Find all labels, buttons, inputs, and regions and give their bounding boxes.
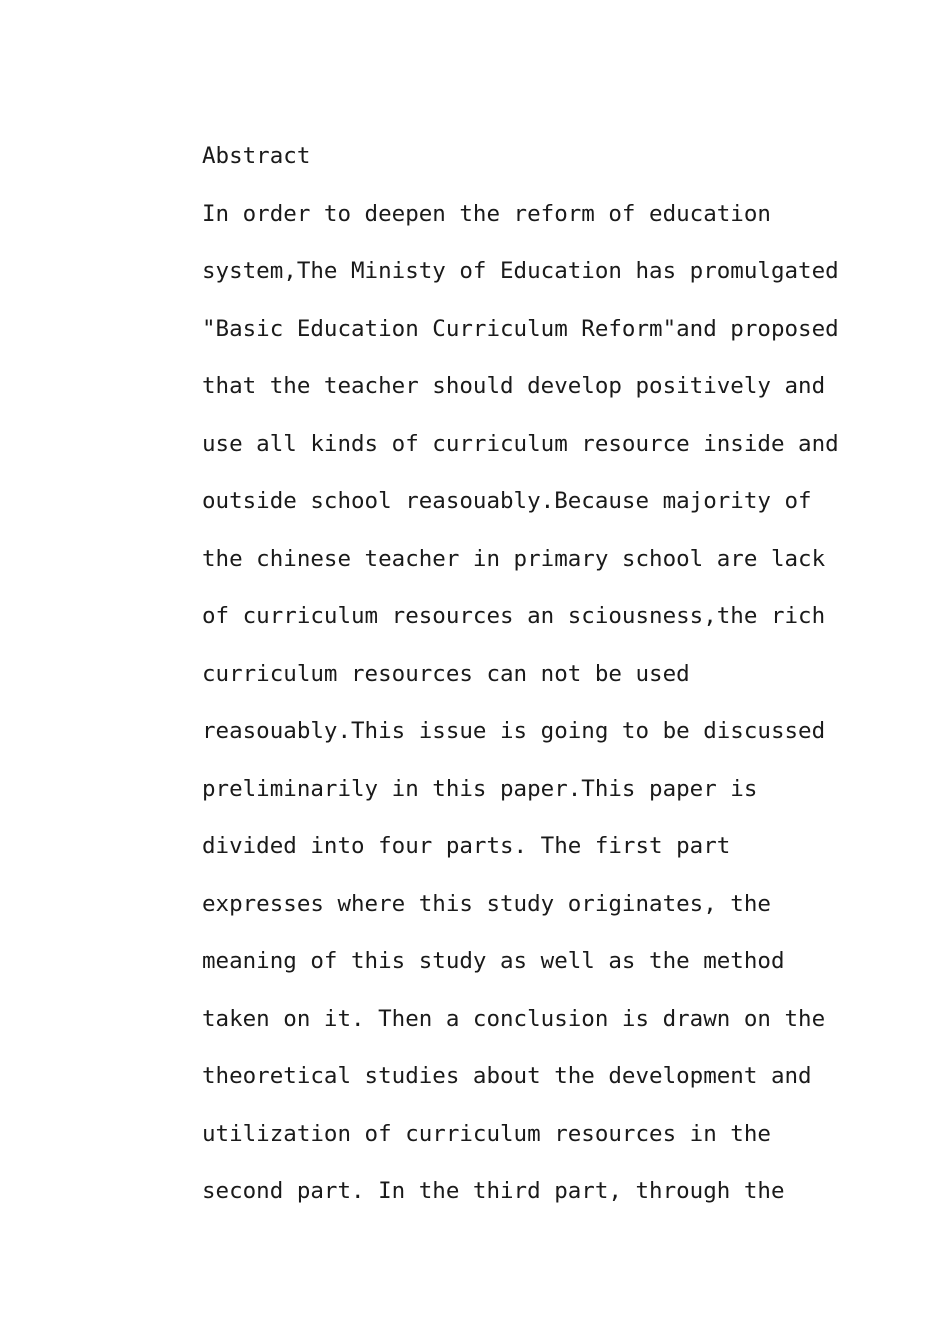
paragraph-line: second part. In the third part, through the [202,1178,785,1204]
paragraph-line: expresses where this study originates, the [202,890,771,917]
paragraph-line: outside school reasouably.Because majority of [202,488,812,514]
paragraph-line: that the teacher should develop positively and [202,373,826,399]
paragraph-line: "Basic Education Curriculum Reform"and proposed [202,315,839,342]
paragraph-line: reasouably.This issue is going to be discussed [202,718,826,744]
abstract-text-block [202,128,842,1221]
paragraph-line: meaning of this study as well as the method [202,948,785,974]
paragraph-line: divided into four parts. The first part [202,833,731,859]
paragraph-line: use all kinds of curriculum resource inside and [202,430,839,457]
paragraph-line: curriculum resources can not be used [202,660,690,687]
paragraph-line: system,The Ministy of Education has promulgated [202,258,839,284]
abstract-heading: Abstract [202,143,311,169]
paragraph-line: theoretical studies about the development and [202,1063,812,1089]
paragraph-line: In order to deepen the reform of education [202,200,771,227]
paragraph-line: taken on it. Then a conclusion is drawn on the [202,1005,826,1032]
paragraph-line: preliminarily in this paper.This paper is [202,775,758,802]
paragraph-line: of curriculum resources an sciousness,the rich [202,603,826,629]
paragraph-line: utilization of curriculum resources in the [202,1120,771,1147]
paragraph-line: the chinese teacher in primary school are lack [202,545,826,572]
